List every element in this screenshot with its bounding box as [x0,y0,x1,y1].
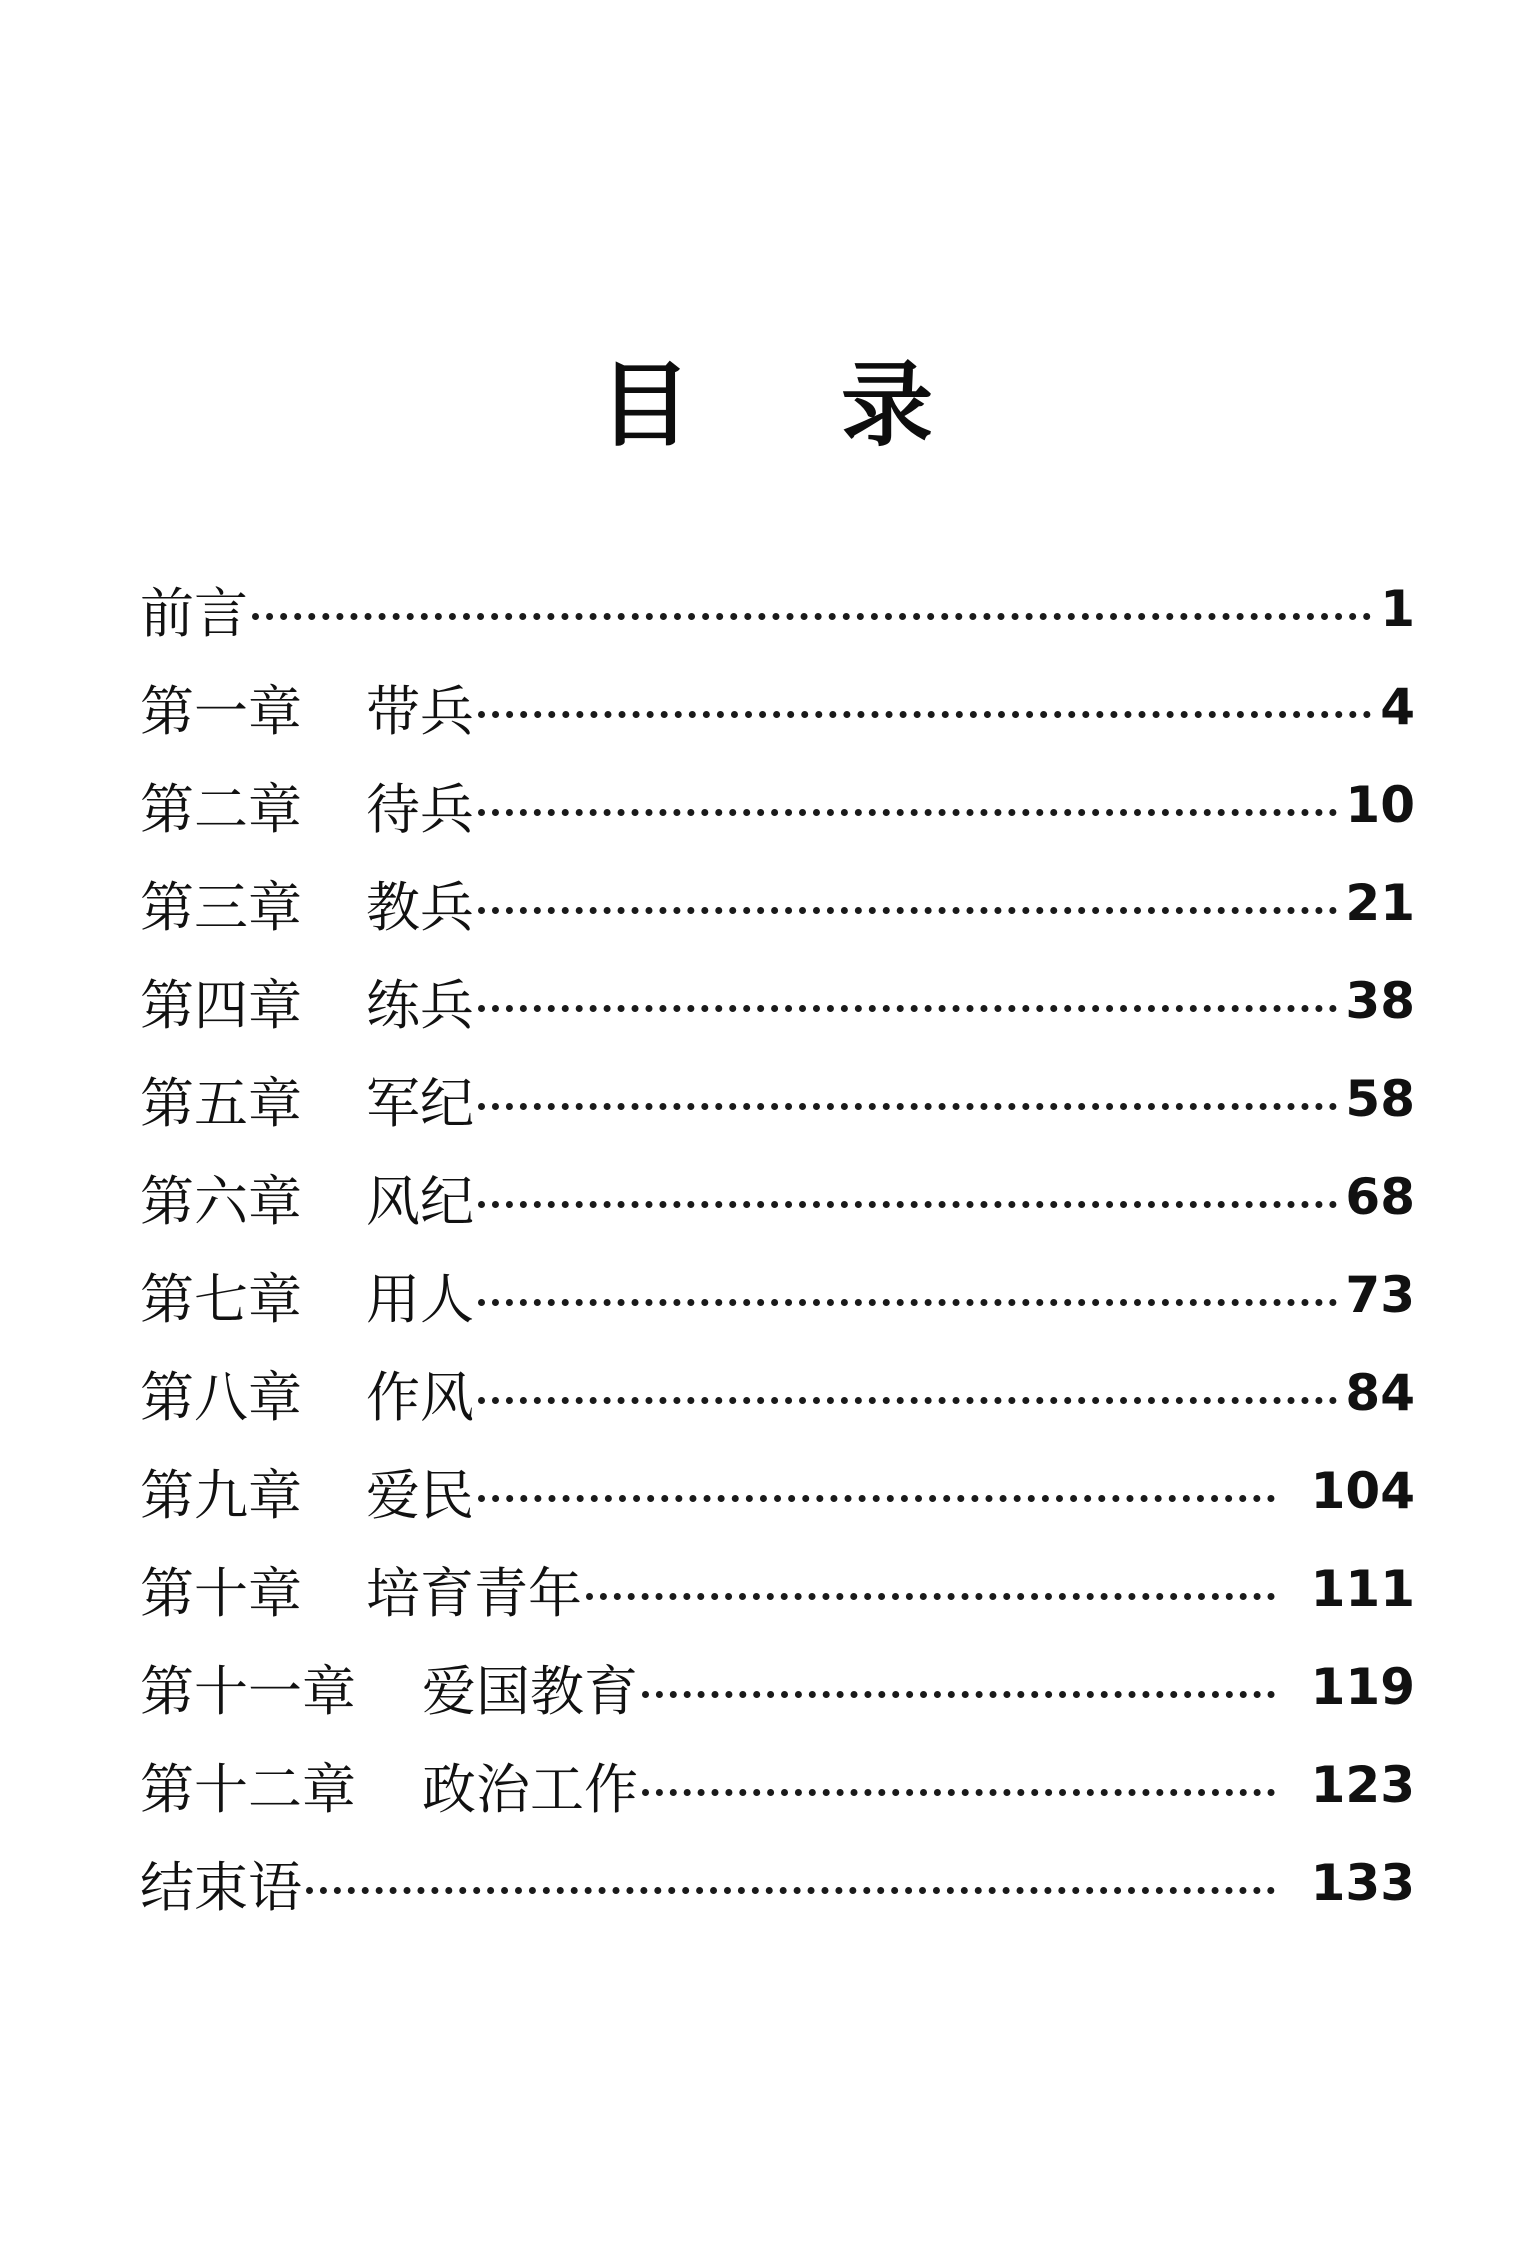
toc-entry-epilogue[interactable] [140,1834,1415,1932]
title-char-1: 目 [599,352,692,459]
page-number: 111 [1310,1560,1415,1618]
toc-entry-chapter-3[interactable] [140,854,1415,952]
toc-entry-chapter-6[interactable] [140,1148,1415,1246]
entry-title: 作风 [366,1365,474,1429]
toc-entry-preface[interactable] [140,560,1415,658]
page-number: 119 [1310,1658,1415,1716]
chapter-number: 第六章 [140,1169,302,1233]
chapter-number: 第十章 [140,1561,302,1625]
chapter-number: 第七章 [140,1267,302,1331]
dot-leader [478,1299,1337,1306]
entry-title: 练兵 [366,973,474,1037]
chapter-number: 第十二章 [140,1757,356,1821]
chapter-number: 第十一章 [140,1659,356,1723]
page-number: 58 [1345,1070,1415,1128]
entry-title: 政治工作 [422,1757,638,1821]
dot-leader [252,613,1371,620]
entry-title: 军纪 [366,1071,474,1135]
page-title [0,352,1532,459]
entry-title: 用人 [366,1267,474,1331]
entry-title: 培育青年 [366,1561,582,1625]
entry-title: 爱民 [366,1463,474,1527]
dot-leader [478,1495,1275,1502]
dot-leader [306,1887,1275,1894]
title-char-2: 录 [841,352,934,459]
toc-entry-chapter-10[interactable] [140,1540,1415,1638]
dot-leader [478,1103,1337,1110]
chapter-number: 第三章 [140,875,302,939]
page-number: 133 [1310,1854,1415,1912]
dot-leader [478,711,1371,718]
dot-leader [642,1789,1275,1796]
dot-leader [478,907,1337,914]
dot-leader [642,1691,1275,1698]
chapter-number: 第一章 [140,679,302,743]
entry-title: 结束语 [140,1855,302,1919]
toc-entry-chapter-8[interactable] [140,1344,1415,1442]
toc-entry-chapter-5[interactable] [140,1050,1415,1148]
page-number: 10 [1345,776,1415,834]
dot-leader [478,1201,1337,1208]
dot-leader [478,1005,1337,1012]
page-number: 73 [1345,1266,1415,1324]
dot-leader [478,809,1337,816]
toc-entry-chapter-2[interactable] [140,756,1415,854]
page-number: 123 [1310,1756,1415,1814]
chapter-number: 第八章 [140,1365,302,1429]
entry-title: 教兵 [366,875,474,939]
page-number: 104 [1310,1462,1415,1520]
toc-entry-chapter-9[interactable] [140,1442,1415,1540]
toc-entry-chapter-12[interactable] [140,1736,1415,1834]
chapter-number: 第九章 [140,1463,302,1527]
dot-leader [586,1593,1275,1600]
page-number: 68 [1345,1168,1415,1226]
page-number: 38 [1345,972,1415,1030]
dot-leader [478,1397,1337,1404]
entry-title: 前言 [140,581,248,645]
entry-title: 风纪 [366,1169,474,1233]
entry-title: 带兵 [366,679,474,743]
toc-entry-chapter-1[interactable] [140,658,1415,756]
chapter-number: 第二章 [140,777,302,841]
page-number: 4 [1380,678,1415,736]
toc-entry-chapter-7[interactable] [140,1246,1415,1344]
toc-entry-chapter-11[interactable] [140,1638,1415,1736]
entry-title: 待兵 [366,777,474,841]
page-number: 84 [1345,1364,1415,1422]
entry-title: 爱国教育 [422,1659,638,1723]
table-of-contents [140,560,1415,1932]
page-number: 21 [1345,874,1415,932]
page-number: 1 [1380,580,1415,638]
toc-entry-chapter-4[interactable] [140,952,1415,1050]
chapter-number: 第四章 [140,973,302,1037]
chapter-number: 第五章 [140,1071,302,1135]
